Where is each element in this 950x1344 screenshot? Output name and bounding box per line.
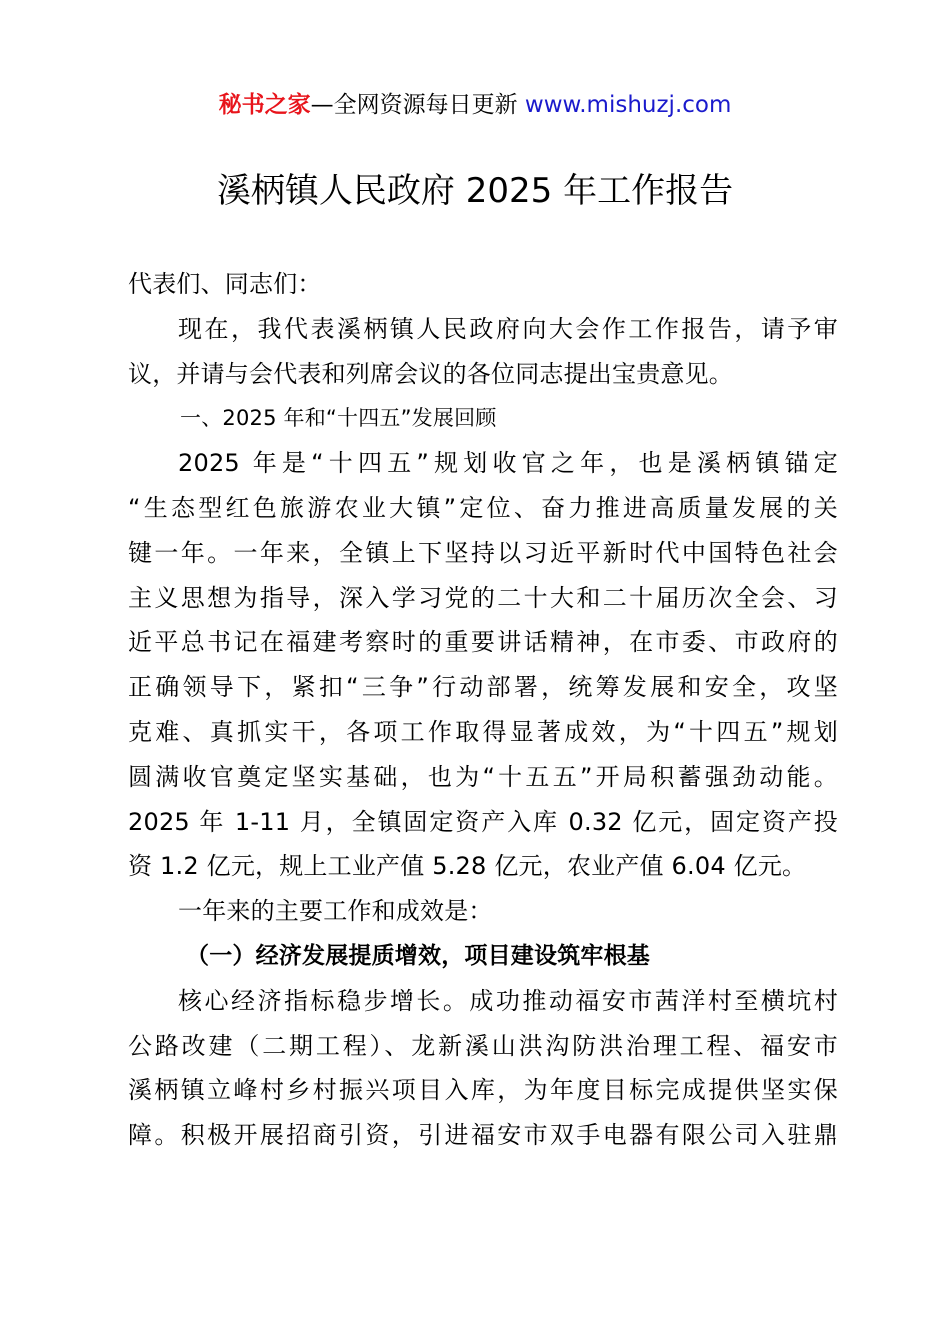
site-banner <box>0 88 950 122</box>
paragraph-line: 公路改建（二期工程）、龙新溪山洪沟防洪治理工程、福安市 <box>128 1031 838 1060</box>
paragraph-line: 核心经济指标稳步增长。成功推动福安市茜洋村至横坑村 <box>178 986 838 1015</box>
section-heading: 一、2025 年和“十四五”发展回顾 <box>180 406 497 431</box>
document-title: 溪柄镇人民政府 2025 年工作报告 <box>216 171 734 211</box>
document-body <box>128 262 838 1158</box>
paragraph-line: 一年来的主要工作和成效是： <box>178 897 493 926</box>
banner-tagline: —全网资源每日更新 <box>310 92 518 118</box>
paragraph-line: 2025 年是“十四五”规划收官之年，也是溪柄镇锚定 <box>178 449 838 478</box>
paragraph-line: 主义思想为指导，深入学习党的二十大和二十届历次全会、习 <box>128 583 838 612</box>
paragraph-line: 正确领导下，紧扣“三争”行动部署，统筹发展和安全，攻坚 <box>128 673 838 702</box>
paragraph-line: 2025 年 1-11 月，全镇固定资产入库 0.32 亿元，固定资产投 <box>128 807 838 836</box>
paragraph-line: 障。积极开展招商引资，引进福安市双手电器有限公司入驻鼎 <box>128 1121 838 1150</box>
paragraph-line: 圆满收官奠定坚实基础，也为“十五五”开局积蓄强劲动能。 <box>128 762 838 791</box>
paragraph-line: 现在，我代表溪柄镇人民政府向大会作工作报告，请予审 <box>178 314 838 343</box>
paragraph-line: 资 1.2 亿元，规上工业产值 5.28 亿元，农业产值 6.04 亿元。 <box>128 852 807 881</box>
paragraph-line: 议，并请与会代表和列席会议的各位同志提出宝贵意见。 <box>128 359 733 388</box>
salutation: 代表们、同志们： <box>128 270 322 298</box>
paragraph-line: 近平总书记在福建考察时的重要讲话精神，在市委、市政府的 <box>128 628 838 657</box>
paragraph-line: 键一年。一年来，全镇上下坚持以习近平新时代中国特色社会 <box>128 538 838 567</box>
paragraph-line: 克难、真抓实干，各项工作取得显著成效，为“十四五”规划 <box>128 717 838 746</box>
paragraph-line: “生态型红色旅游农业大镇”定位、奋力推进高质量发展的关 <box>128 493 838 522</box>
paragraph-line: 溪柄镇立峰村乡村振兴项目入库，为年度目标完成提供坚实保 <box>128 1076 838 1105</box>
site-url-link[interactable]: www.mishuzj.com <box>524 92 732 118</box>
brand-name: 秘书之家 <box>218 92 311 118</box>
subsection-heading: （一）经济发展提质增效，项目建设筑牢根基 <box>186 942 650 969</box>
